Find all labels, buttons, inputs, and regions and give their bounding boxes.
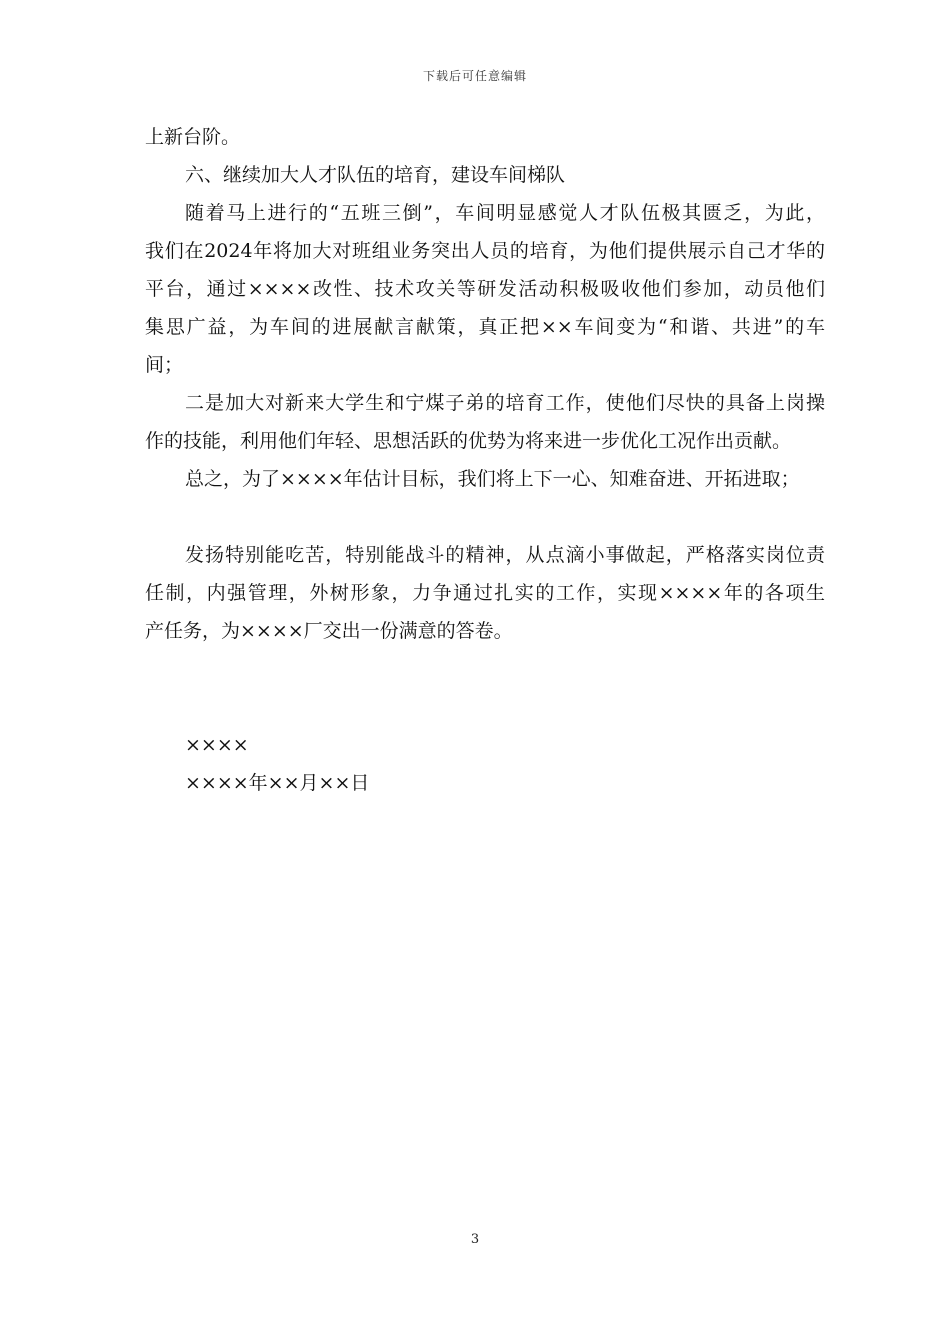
paragraph-line: 上新台阶。 bbox=[145, 126, 241, 148]
page-header: 下载后可任意编辑 bbox=[422, 69, 527, 83]
paragraph-line: 任制，内强管理，外树形象，力争通过扎实的工作，实现××××年的各项生 bbox=[145, 582, 825, 604]
paragraph-line: 随着马上进行的“五班三倒”，车间明显感觉人才队伍极其匮乏，为此， bbox=[185, 202, 825, 224]
paragraph-line: 发扬特别能吃苦，特别能战斗的精神，从点滴小事做起，严格落实岗位责 bbox=[185, 544, 825, 566]
paragraph-line: 间； bbox=[145, 354, 184, 376]
paragraph-line: 总之，为了××××年估计目标，我们将上下一心、知难奋进、开拓进取； bbox=[185, 468, 800, 490]
section-heading: 六、继续加大人才队伍的培育，建设车间梯队 bbox=[185, 164, 566, 186]
document-body bbox=[145, 118, 825, 802]
page-number: 3 bbox=[470, 1232, 480, 1247]
paragraph-line: 作的技能，利用他们年轻、思想活跃的优势为将来进一步优化工况作出贡献。 bbox=[145, 430, 792, 452]
paragraph-line: 集思广益，为车间的进展献言献策，真正把××车间变为“和谐、共进”的车 bbox=[145, 316, 825, 338]
paragraph-gap bbox=[145, 650, 825, 726]
signature-date: ××××年××月××日 bbox=[185, 772, 370, 794]
signature-name: ×××× bbox=[185, 734, 249, 756]
paragraph-line: 平台，通过××××改性、技术攻关等研发活动积极吸收他们参加，动员他们 bbox=[145, 278, 825, 300]
paragraph-gap bbox=[145, 498, 825, 536]
paragraph-line: 我们在2024年将加大对班组业务突出人员的培育，为他们提供展示自己才华的 bbox=[145, 240, 825, 262]
paragraph-line: 二是加大对新来大学生和宁煤子弟的培育工作，使他们尽快的具备上岗操 bbox=[185, 392, 825, 414]
paragraph-line: 产任务，为××××厂交出一份满意的答卷。 bbox=[145, 620, 513, 642]
